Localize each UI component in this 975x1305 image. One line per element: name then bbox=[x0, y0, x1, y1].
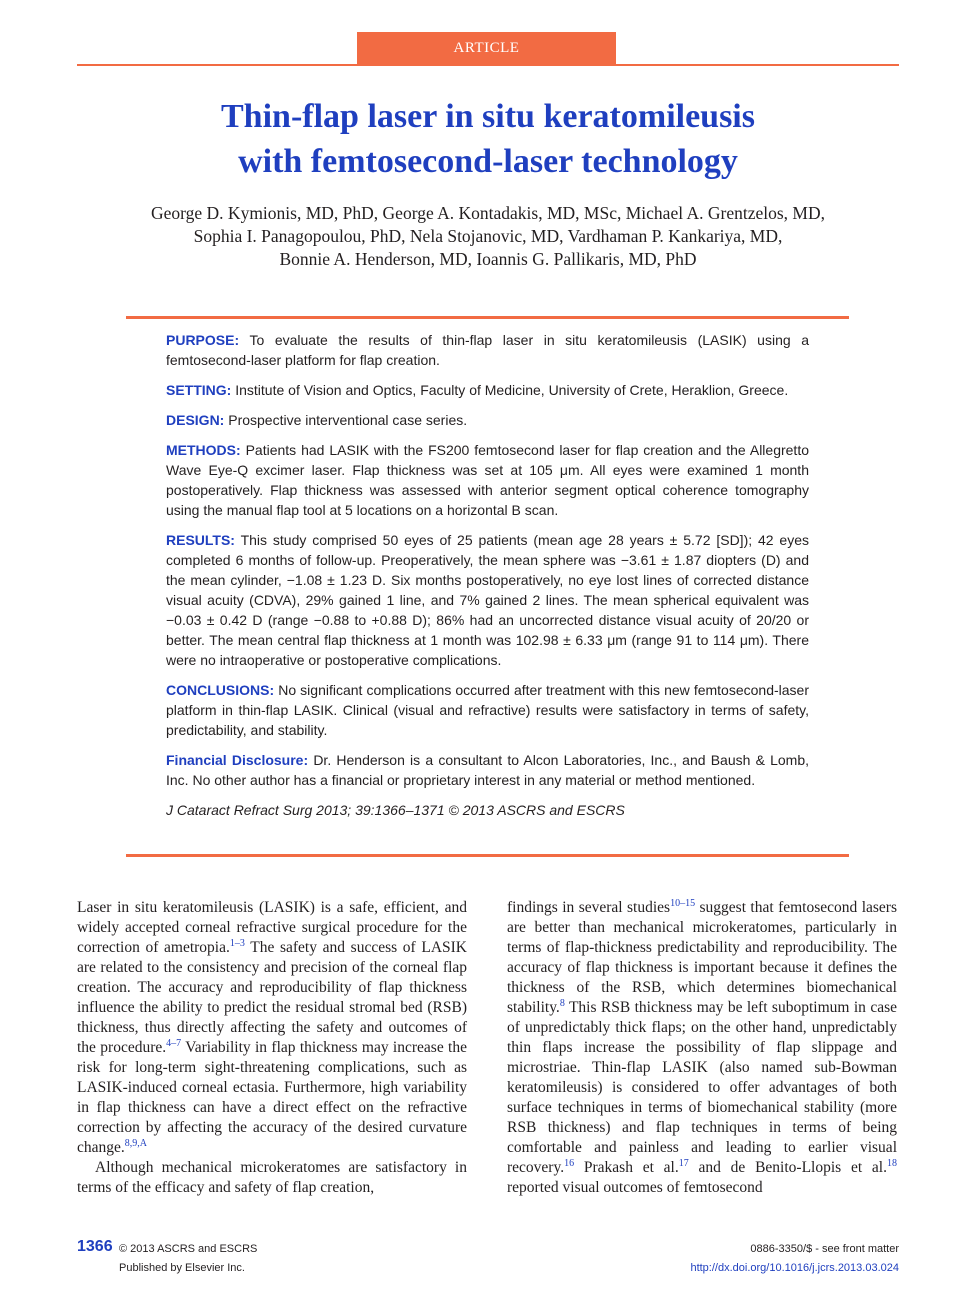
body-paragraph: Although mechanical microkeratomes are satisfactory in terms of the efficacy and safety of flap creation, bbox=[77, 1159, 467, 1196]
methods-label: METHODS: bbox=[166, 442, 241, 458]
abstract-top-rule bbox=[126, 316, 849, 319]
doi-link[interactable]: http://dx.doi.org/10.1016/j.jcrs.2013.03.024 bbox=[690, 1262, 899, 1274]
body-text: reported visual outcomes of femtosecond bbox=[507, 1179, 763, 1196]
footer-copyright: © 2013 ASCRS and ESCRS bbox=[119, 1243, 258, 1255]
abstract-purpose bbox=[166, 330, 809, 370]
body-text: suggest that femtosecond lasers are better than mechanical microkeratomes, particularly in terms of flap-thickness predictability and reproducibility. The accuracy of flap thickness is important because it defines the thickness of the RSB, which determines biomechanical stability. bbox=[507, 899, 897, 1016]
abstract-results bbox=[166, 530, 809, 670]
purpose-text: To evaluate the results of thin-flap laser in situ keratomileusis (LASIK) using a femtosecond-laser platform for flap creation. bbox=[166, 332, 810, 368]
body-text: Variability in flap thickness may increase the risk for long-term sight-threatening complications, such as LASIK-induced corneal ectasia. Furthermore, high variability in flap thickness can have a direct effect on the refractive correction by affecting the accuracy of the desired curvature change. bbox=[77, 1039, 467, 1156]
article-type-tab: ARTICLE bbox=[357, 32, 616, 64]
reference-link[interactable]: 18 bbox=[887, 1157, 897, 1169]
page-number: 1366 bbox=[77, 1238, 113, 1255]
setting-text: Institute of Vision and Optics, Faculty of Medicine, University of Crete, Heraklion, Greece. bbox=[235, 382, 789, 398]
reference-link[interactable]: 8 bbox=[559, 997, 565, 1009]
body-text: The safety and success of LASIK are related to the consistency and precision of the corneal flap creation. The accuracy and reproducibility of flap thickness influence the ability to predict the residual stromal bed (RSB) thickness, thus directly affecting the safety and outcomes of the procedure. bbox=[77, 939, 467, 1056]
reference-link[interactable]: 8,9,A bbox=[124, 1137, 147, 1149]
article-title bbox=[77, 94, 899, 184]
abstract bbox=[166, 330, 809, 830]
body-text: Laser in situ keratomileusis (LASIK) is a safe, efficient, and widely accepted corneal refractive surgical procedure for the correction of ametropia. bbox=[77, 899, 467, 956]
body-text: findings in several studies bbox=[507, 899, 671, 916]
reference-link[interactable]: 10–15 bbox=[670, 897, 696, 909]
abstract-conclusions bbox=[166, 680, 809, 740]
conclusions-text: No significant complications occurred after treatment with this new femtosecond-laser platform in thin-flap LASIK. Clinical (visual and refractive) results were satisfactory in terms of safety, predictability, and stability. bbox=[166, 682, 809, 738]
title-line-2: with femtosecond-laser technology bbox=[238, 143, 738, 180]
author-line: Sophia I. Panagopoulou, PhD, Nela Stojanovic, MD, Vardhaman P. Kankariya, MD, bbox=[193, 226, 783, 246]
abstract-methods bbox=[166, 440, 809, 520]
results-text: This study comprised 50 eyes of 25 patients (mean age 28 years ± 5.72 [SD]); 42 eyes completed 6 months of follow-up. Preoperatively, the mean sphere was −3.61 ± 1.87 diopters (D) and the mean cylinder, −1.08 ± 1.23 D. Six months postoperatively, no eye lost lines of corrected distance visual acuity (CDVA), 29% gained 1 line, and 7% gained 2 lines. The mean spherical equivalent was −0.03 ± 0.42 D (range −0.88 to +0.88 D); 86% had an uncorrected distance visual acuity of 20/20 or better. The mean central flap thickness at 1 month was 102.98 ± 6.33 μm (range 91 to 114 μm). There were no intraoperative or postoperative complications. bbox=[166, 532, 809, 668]
reference-link[interactable]: 4–7 bbox=[166, 1037, 182, 1049]
reference-link[interactable]: 16 bbox=[564, 1157, 575, 1169]
methods-text: Patients had LASIK with the FS200 femtosecond laser for flap creation and the Allegretto Wave Eye-Q excimer laser. Flap thickness was set at 105 μm. All eyes were examined 1 month postoperatively. Flap thickness was assessed with anterior segment optical coherence tomography using the manual flap tool at 5 locations on a horizontal B scan. bbox=[166, 442, 809, 518]
body-text: and de Benito-Llopis et al. bbox=[688, 1159, 887, 1176]
design-text: Prospective interventional case series. bbox=[228, 412, 468, 428]
body-text: Prakash et al. bbox=[574, 1159, 679, 1176]
reference-link[interactable]: 17 bbox=[678, 1157, 689, 1169]
design-label: DESIGN: bbox=[166, 412, 225, 428]
abstract-setting bbox=[166, 380, 809, 400]
setting-label: SETTING: bbox=[166, 382, 232, 398]
body-column-left bbox=[77, 898, 467, 1198]
footer-issn: 0886-3350/$ - see front matter bbox=[750, 1243, 899, 1255]
reference-link[interactable]: 1–3 bbox=[229, 937, 245, 949]
author-line: Bonnie A. Henderson, MD, Ioannis G. Pallikaris, MD, PhD bbox=[279, 249, 697, 269]
abstract-design bbox=[166, 410, 809, 430]
results-label: RESULTS: bbox=[166, 532, 235, 548]
disclosure-text: Dr. Henderson is a consultant to Alcon Laboratories, Inc., and Baush & Lomb, Inc. No other author has a financial or proprietary interest in any material or method mentioned. bbox=[166, 752, 810, 788]
journal-citation: J Cataract Refract Surg 2013; 39:1366–1371 © 2013 ASCRS and ESCRS bbox=[166, 802, 625, 818]
footer-publisher: Published by Elsevier Inc. bbox=[119, 1262, 245, 1274]
author-list bbox=[77, 202, 899, 271]
abstract-financial-disclosure bbox=[166, 750, 809, 790]
body-text: This RSB thickness may be left suboptimum in case of unpredictably thick flaps; on the other hand, unpredictably thin flaps increase the possibility of flap slippage and microstriae. Thin-flap LASIK (also named sub-Bowman keratomileusis) is considered to offer advantages of both surface techniques in terms of biomechanical stability (more RSB thickness) and flap techniques in terms of being comfortable and painless and leading to earlier visual recovery. bbox=[507, 999, 897, 1176]
disclosure-label: Financial Disclosure: bbox=[166, 752, 309, 768]
body-paragraph bbox=[77, 898, 467, 1158]
top-rule bbox=[77, 64, 899, 66]
conclusions-label: CONCLUSIONS: bbox=[166, 682, 275, 698]
body-column-right bbox=[507, 898, 897, 1198]
body-paragraph bbox=[507, 898, 897, 1198]
abstract-bottom-rule bbox=[126, 854, 849, 857]
title-line-1: Thin-flap laser in situ keratomileusis bbox=[221, 98, 755, 135]
author-line: George D. Kymionis, MD, PhD, George A. Kontadakis, MD, MSc, Michael A. Grentzelos, MD, bbox=[150, 203, 825, 223]
purpose-label: PURPOSE: bbox=[166, 332, 240, 348]
